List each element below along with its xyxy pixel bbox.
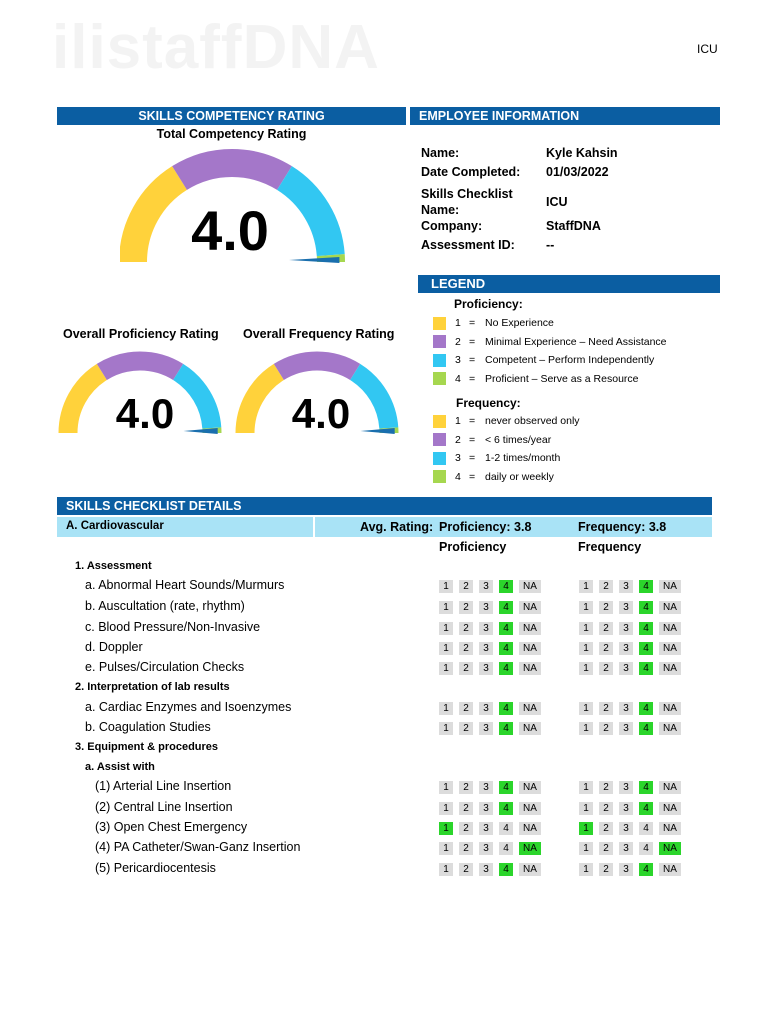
checklist-group-label: a. Assist with [85, 761, 155, 773]
proficiency-option-1[interactable]: 1 [439, 622, 453, 635]
proficiency-option-1[interactable]: 1 [439, 601, 453, 614]
legend-frequency-equals: = [469, 433, 476, 446]
legend-proficiency-swatch [433, 354, 446, 367]
frequency-option-3[interactable]: 3 [619, 822, 633, 835]
legend-proficiency-number: 1 [455, 317, 461, 330]
frequency-option-4[interactable]: 4 [639, 822, 653, 835]
checklist-item-label: c. Blood Pressure/Non-Invasive [85, 620, 261, 634]
proficiency-option-1[interactable]: 1 [439, 722, 453, 735]
frequency-option-1[interactable]: 1 [579, 601, 593, 614]
proficiency-option-4[interactable]: 4 [499, 781, 513, 794]
frequency-option-3[interactable]: 3 [619, 580, 633, 593]
frequency-option-na[interactable]: NA [659, 722, 681, 735]
frequency-option-2[interactable]: 2 [599, 642, 613, 655]
proficiency-option-3[interactable]: 3 [479, 642, 493, 655]
frequency-option-4[interactable]: 4 [639, 580, 653, 593]
legend-frequency-swatch [433, 433, 446, 446]
assessment-id-value: -- [546, 238, 555, 252]
legend-proficiency-title: Proficiency: [454, 297, 523, 311]
proficiency-option-2[interactable]: 2 [459, 580, 473, 593]
legend-proficiency-equals: = [469, 317, 476, 330]
proficiency-option-3[interactable]: 3 [479, 802, 493, 815]
proficiency-rating [439, 822, 541, 835]
name-label: Name: [421, 146, 460, 160]
proficiency-rating [439, 702, 541, 715]
proficiency-option-1[interactable]: 1 [439, 702, 453, 715]
proficiency-option-na[interactable]: NA [519, 580, 541, 593]
proficiency-option-4[interactable]: 4 [499, 863, 513, 876]
proficiency-option-2[interactable]: 2 [459, 842, 473, 855]
proficiency-rating [439, 601, 541, 614]
proficiency-option-na[interactable]: NA [519, 702, 541, 715]
checklist-item-label: (2) Central Line Insertion [95, 800, 233, 814]
proficiency-column-header: Proficiency [439, 540, 507, 554]
proficiency-option-na[interactable]: NA [519, 802, 541, 815]
checklist-item-label: (3) Open Chest Emergency [95, 820, 248, 834]
employee-info-bar: EMPLOYEE INFORMATION [410, 107, 720, 125]
frequency-option-na[interactable]: NA [659, 662, 681, 675]
frequency-option-2[interactable]: 2 [599, 822, 613, 835]
frequency-option-4[interactable]: 4 [639, 802, 653, 815]
legend-proficiency-text: No Experience [485, 317, 554, 330]
checklist-item-label: d. Doppler [85, 640, 143, 654]
frequency-option-na[interactable]: NA [659, 642, 681, 655]
legend-frequency-title: Frequency: [456, 396, 521, 410]
frequency-option-2[interactable]: 2 [599, 802, 613, 815]
legend-frequency-swatch [433, 470, 446, 483]
frequency-option-3[interactable]: 3 [619, 863, 633, 876]
proficiency-option-3[interactable]: 3 [479, 622, 493, 635]
checklist-item-label: b. Coagulation Studies [85, 720, 211, 734]
skills-competency-bar: SKILLS COMPETENCY RATING [57, 107, 406, 125]
frequency-gauge-purple-segment [279, 361, 355, 372]
frequency-option-na[interactable]: NA [659, 622, 681, 635]
proficiency-rating [439, 781, 541, 794]
frequency-option-4[interactable]: 4 [639, 722, 653, 735]
frequency-option-2[interactable]: 2 [599, 622, 613, 635]
date-label: Date Completed: [421, 165, 521, 179]
proficiency-option-1[interactable]: 1 [439, 580, 453, 593]
proficiency-option-2[interactable]: 2 [459, 662, 473, 675]
frequency-option-2[interactable]: 2 [599, 601, 613, 614]
frequency-option-na[interactable]: NA [659, 781, 681, 794]
proficiency-option-4[interactable]: 4 [499, 580, 513, 593]
assessment-id-label: Assessment ID: [421, 238, 515, 252]
company-label: Company: [421, 219, 483, 233]
frequency-rating [579, 642, 681, 655]
proficiency-option-4[interactable]: 4 [499, 702, 513, 715]
legend-proficiency-swatch [433, 317, 446, 330]
checklist-item-label: (5) Pericardiocentesis [95, 861, 216, 875]
proficiency-option-2[interactable]: 2 [459, 802, 473, 815]
frequency-option-na[interactable]: NA [659, 601, 681, 614]
proficiency-option-4[interactable]: 4 [499, 622, 513, 635]
checklist-name-corner: ICU [697, 42, 718, 56]
checklist-name-value: ICU [546, 194, 568, 209]
proficiency-option-na[interactable]: NA [519, 662, 541, 675]
proficiency-option-2[interactable]: 2 [459, 702, 473, 715]
proficiency-option-na[interactable]: NA [519, 601, 541, 614]
total-gauge-purple-segment [180, 163, 285, 178]
frequency-option-4[interactable]: 4 [639, 601, 653, 614]
frequency-option-2[interactable]: 2 [599, 863, 613, 876]
frequency-option-2[interactable]: 2 [599, 722, 613, 735]
frequency-rating [579, 722, 681, 735]
checklist-item-label: (1) Arterial Line Insertion [95, 779, 232, 793]
legend-frequency-text: 1-2 times/month [485, 452, 561, 465]
legend-frequency-row [433, 449, 580, 468]
proficiency-option-1[interactable]: 1 [439, 642, 453, 655]
frequency-option-na[interactable]: NA [659, 802, 681, 815]
legend-frequency-equals: = [469, 415, 476, 428]
frequency-option-4[interactable]: 4 [639, 842, 653, 855]
frequency-rating [579, 863, 681, 876]
proficiency-option-2[interactable]: 2 [459, 601, 473, 614]
legend-proficiency-number: 3 [455, 354, 461, 367]
legend-proficiency-text: Minimal Experience – Need Assistance [485, 335, 667, 348]
frequency-option-3[interactable]: 3 [619, 722, 633, 735]
proficiency-option-na[interactable]: NA [519, 722, 541, 735]
proficiency-option-1[interactable]: 1 [439, 842, 453, 855]
frequency-option-3[interactable]: 3 [619, 601, 633, 614]
legend-proficiency-equals: = [469, 372, 476, 385]
legend-frequency-number: 2 [455, 433, 461, 446]
frequency-option-1[interactable]: 1 [579, 781, 593, 794]
proficiency-rating [439, 642, 541, 655]
frequency-option-4[interactable]: 4 [639, 622, 653, 635]
legend-frequency-number: 4 [455, 470, 461, 483]
proficiency-option-1[interactable]: 1 [439, 662, 453, 675]
legend-proficiency-text: Competent – Perform Independently [485, 354, 655, 367]
frequency-option-na[interactable]: NA [659, 842, 681, 855]
frequency-option-na[interactable]: NA [659, 863, 681, 876]
frequency-option-2[interactable]: 2 [599, 702, 613, 715]
legend-proficiency-equals: = [469, 335, 476, 348]
legend-proficiency-row [433, 351, 667, 370]
legend-frequency-swatch [433, 452, 446, 465]
legend-frequency-row [433, 468, 580, 487]
frequency-rating [579, 842, 681, 855]
frequency-option-1[interactable]: 1 [579, 702, 593, 715]
legend-frequency-number: 1 [455, 415, 461, 428]
checklist-item-label: (4) PA Catheter/Swan-Ganz Insertion [95, 840, 301, 854]
proficiency-rating [439, 580, 541, 593]
frequency-rating [579, 601, 681, 614]
legend-frequency-row [433, 412, 580, 431]
section-title: A. Cardiovascular [66, 520, 164, 532]
frequency-option-1[interactable]: 1 [579, 722, 593, 735]
proficiency-rating [439, 863, 541, 876]
frequency-option-1[interactable]: 1 [579, 802, 593, 815]
frequency-option-3[interactable]: 3 [619, 642, 633, 655]
proficiency-option-na[interactable]: NA [519, 781, 541, 794]
proficiency-option-4[interactable]: 4 [499, 601, 513, 614]
proficiency-option-3[interactable]: 3 [479, 863, 493, 876]
proficiency-option-2[interactable]: 2 [459, 822, 473, 835]
company-value: StaffDNA [546, 219, 601, 233]
proficiency-option-na[interactable]: NA [519, 622, 541, 635]
proficiency-option-3[interactable]: 3 [479, 702, 493, 715]
proficiency-gauge-purple-segment [102, 361, 178, 372]
proficiency-rating [439, 662, 541, 675]
frequency-option-4[interactable]: 4 [639, 702, 653, 715]
proficiency-option-4[interactable]: 4 [499, 842, 513, 855]
avg-rating-label: Avg. Rating: [360, 520, 434, 534]
proficiency-option-4[interactable]: 4 [499, 722, 513, 735]
legend-frequency-text: never observed only [485, 415, 580, 428]
proficiency-avg: Proficiency: 3.8 [439, 520, 532, 534]
checklist-group-label: 1. Assessment [75, 560, 152, 572]
frequency-option-4[interactable]: 4 [639, 662, 653, 675]
checklist-group-label: 3. Equipment & procedures [75, 741, 219, 753]
date-value: 01/03/2022 [546, 165, 609, 179]
proficiency-option-4[interactable]: 4 [499, 822, 513, 835]
frequency-option-3[interactable]: 3 [619, 662, 633, 675]
proficiency-option-2[interactable]: 2 [459, 722, 473, 735]
frequency-option-2[interactable]: 2 [599, 662, 613, 675]
checklist-item-label: e. Pulses/Circulation Checks [85, 660, 245, 674]
proficiency-option-2[interactable]: 2 [459, 642, 473, 655]
proficiency-option-4[interactable]: 4 [499, 662, 513, 675]
frequency-rating [579, 781, 681, 794]
legend-frequency-text: daily or weekly [485, 470, 554, 483]
frequency-option-3[interactable]: 3 [619, 842, 633, 855]
frequency-option-3[interactable]: 3 [619, 622, 633, 635]
frequency-option-1[interactable]: 1 [579, 580, 593, 593]
frequency-option-1[interactable]: 1 [579, 662, 593, 675]
proficiency-rating [439, 722, 541, 735]
employee-info-table [421, 146, 721, 257]
total-gauge-title: Total Competency Rating [156, 127, 307, 141]
checklist-details-bar: SKILLS CHECKLIST DETAILS [57, 497, 712, 515]
frequency-option-1[interactable]: 1 [579, 822, 593, 835]
legend-frequency-row [433, 431, 580, 450]
legend-proficiency-row [433, 314, 667, 333]
proficiency-option-na[interactable]: NA [519, 863, 541, 876]
frequency-option-4[interactable]: 4 [639, 863, 653, 876]
proficiency-gauge-value: 4.0 [115, 390, 175, 437]
checklist-item-label: b. Auscultation (rate, rhythm) [85, 599, 245, 613]
frequency-rating [579, 822, 681, 835]
legend-frequency-text: < 6 times/year [485, 433, 552, 446]
frequency-option-2[interactable]: 2 [599, 842, 613, 855]
legend-proficiency-number: 2 [455, 335, 461, 348]
frequency-rating [579, 702, 681, 715]
checklist-name-label: Skills Checklist Name: [421, 186, 513, 217]
legend-proficiency-list [433, 314, 667, 388]
proficiency-rating [439, 622, 541, 635]
frequency-option-2[interactable]: 2 [599, 781, 613, 794]
legend-frequency-equals: = [469, 452, 476, 465]
frequency-option-na[interactable]: NA [659, 702, 681, 715]
legend-frequency-list [433, 412, 580, 486]
frequency-option-4[interactable]: 4 [639, 642, 653, 655]
legend-proficiency-number: 4 [455, 372, 461, 385]
total-gauge-value: 4.0 [191, 199, 269, 262]
legend-proficiency-text: Proficient – Serve as a Resource [485, 372, 639, 385]
proficiency-option-3[interactable]: 3 [479, 722, 493, 735]
name-value: Kyle Kahsin [546, 146, 618, 160]
frequency-option-na[interactable]: NA [659, 580, 681, 593]
frequency-gauge-value: 4.0 [291, 390, 351, 437]
proficiency-option-4[interactable]: 4 [499, 802, 513, 815]
proficiency-option-3[interactable]: 3 [479, 822, 493, 835]
proficiency-option-3[interactable]: 3 [479, 580, 493, 593]
proficiency-option-na[interactable]: NA [519, 642, 541, 655]
frequency-option-1[interactable]: 1 [579, 622, 593, 635]
frequency-avg: Frequency: 3.8 [578, 520, 667, 534]
legend-proficiency-equals: = [469, 354, 476, 367]
proficiency-option-1[interactable]: 1 [439, 822, 453, 835]
watermark-logo: ilistaffDNA [52, 13, 380, 82]
proficiency-option-na[interactable]: NA [519, 822, 541, 835]
proficiency-option-4[interactable]: 4 [499, 642, 513, 655]
frequency-option-2[interactable]: 2 [599, 580, 613, 593]
checklist-item-label: a. Cardiac Enzymes and Isoenzymes [85, 700, 292, 714]
legend-bar: LEGEND [418, 275, 720, 293]
proficiency-rating [439, 802, 541, 815]
legend-frequency-equals: = [469, 470, 476, 483]
frequency-option-3[interactable]: 3 [619, 802, 633, 815]
frequency-option-na[interactable]: NA [659, 822, 681, 835]
frequency-rating [579, 580, 681, 593]
checklist-group-label: 2. Interpretation of lab results [75, 681, 230, 693]
frequency-column-header: Frequency [578, 540, 642, 554]
proficiency-option-3[interactable]: 3 [479, 842, 493, 855]
legend-proficiency-row [433, 370, 667, 389]
legend-frequency-number: 3 [455, 452, 461, 465]
proficiency-option-3[interactable]: 3 [479, 662, 493, 675]
proficiency-gauge-title: Overall Proficiency Rating [63, 327, 219, 341]
frequency-option-1[interactable]: 1 [579, 642, 593, 655]
proficiency-option-1[interactable]: 1 [439, 863, 453, 876]
frequency-option-3[interactable]: 3 [619, 781, 633, 794]
checklist-item-label: a. Abnormal Heart Sounds/Murmurs [85, 578, 285, 592]
frequency-option-1[interactable]: 1 [579, 863, 593, 876]
frequency-rating [579, 802, 681, 815]
proficiency-option-1[interactable]: 1 [439, 781, 453, 794]
proficiency-option-2[interactable]: 2 [459, 622, 473, 635]
legend-proficiency-swatch [433, 372, 446, 385]
legend-proficiency-row [433, 333, 667, 352]
proficiency-option-2[interactable]: 2 [459, 863, 473, 876]
frequency-rating [579, 662, 681, 675]
frequency-option-3[interactable]: 3 [619, 702, 633, 715]
proficiency-rating [439, 842, 541, 855]
legend-proficiency-swatch [433, 335, 446, 348]
proficiency-option-1[interactable]: 1 [439, 802, 453, 815]
proficiency-option-na[interactable]: NA [519, 842, 541, 855]
frequency-rating [579, 622, 681, 635]
frequency-gauge-title: Overall Frequency Rating [243, 327, 395, 341]
frequency-option-1[interactable]: 1 [579, 842, 593, 855]
proficiency-option-3[interactable]: 3 [479, 781, 493, 794]
legend-frequency-swatch [433, 415, 446, 428]
proficiency-option-2[interactable]: 2 [459, 781, 473, 794]
frequency-option-4[interactable]: 4 [639, 781, 653, 794]
proficiency-option-3[interactable]: 3 [479, 601, 493, 614]
